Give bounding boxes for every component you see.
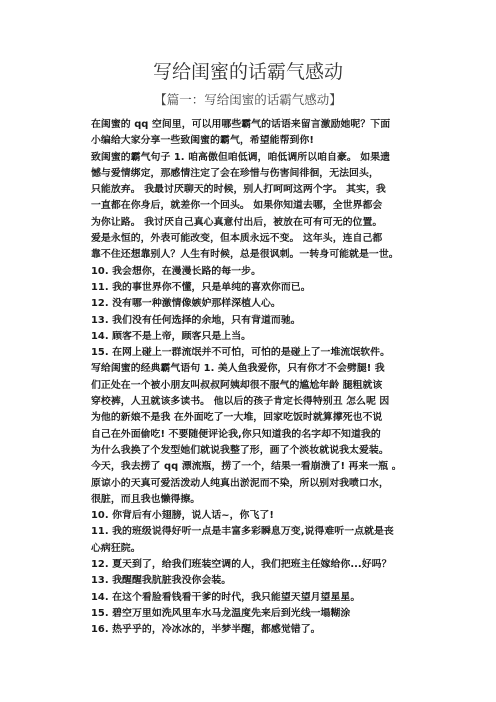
body-line: 在闺蜜的 qq 空间里，可以用哪些霸气的话语来留言激励她呢？下面 bbox=[91, 119, 391, 130]
body-line: 11. 我的班级说得好听一点是丰富多彩瞬息万变,说得难听一点就是丧 bbox=[91, 526, 394, 538]
body-line: 穿校裤，人丑就该多读书。 他以后的孩子肯定长得特别丑 怎么呢 因 bbox=[91, 396, 390, 408]
body-line: 小编给大家分享一些致闺蜜的霸气，希望能帮到你! bbox=[91, 135, 314, 147]
body-line: 12. 夏天到了，给我们班装空调的人，我们把班主任嫁给你...好吗？ bbox=[91, 559, 392, 571]
body-line: 10. 你背后有小翅膀，说人话~，你飞了! bbox=[91, 510, 274, 522]
body-line: 靠不住还想靠别人？人生有时候，总是很讽刺。一转身可能就是一世。 bbox=[91, 249, 399, 261]
body-line: 10. 我会想你，在漫漫长路的每一步。 bbox=[91, 265, 262, 277]
body-line: 13. 我醒醒我肮脏我没你会装。 bbox=[91, 575, 232, 587]
body-line: 自己在外面偷吃! 不要随便评论我,你只知道我的名字却不知道我的 bbox=[91, 428, 381, 440]
body-line: 憾与爱情绑定，那感情注定了会在珍惜与伤害间徘徊，无法回头， bbox=[91, 167, 379, 179]
body-line: 很脏，而且我也懒得擦。 bbox=[91, 493, 201, 505]
body-line: 12. 没有哪一种激情像嫉妒那样深植人心。 bbox=[91, 298, 281, 310]
body-line: 11. 我的事世界你不懂，只是单纯的喜欢你而已。 bbox=[91, 281, 311, 293]
body-line: 只能放弃。 我最讨厌聊天的时候，别人打呵呵这两个字。 其实，我 bbox=[91, 184, 386, 196]
body-line: 14. 在这个看脸看钱看干爹的时代，我只能望天望月望星星。 bbox=[91, 591, 361, 603]
body-line: 为他的新娘不是我 在外面吃了一大堆，回家吃饭时就算撑死也不说 bbox=[91, 412, 383, 424]
body-line: 们正处在一个被小朋友叫叔叔阿姨却很不服气的尴尬年龄 腿粗就该 bbox=[91, 379, 383, 391]
body-line: 16. 热乎乎的，冷冰冰的，半梦半醒，都感觉错了。 bbox=[91, 624, 321, 636]
body-line: 一直都在你身后，就差你一个回头。 如果你知道去哪，全世界都会 bbox=[91, 200, 383, 212]
body-line: 13. 我们没有任何选择的余地，只有背道而驰。 bbox=[91, 314, 301, 326]
body-line: 14. 顾客不是上帝，顾客只是上当。 bbox=[91, 330, 252, 342]
body-line: 今天，我去捞了 qq 漂流瓶，捞了一个，结果一看崩溃了! 再来一瓶 。 bbox=[91, 461, 402, 473]
body-line: 心病狂院。 bbox=[91, 542, 141, 554]
body-line: 15. 碧空万里如洗风里车水马龙温度先来后到光线一塌糊涂 bbox=[91, 607, 351, 619]
document-title: 写给闺蜜的话霸气感动 bbox=[152, 61, 343, 83]
document-body bbox=[91, 117, 413, 639]
document-subtitle: 【篇一：写给闺蜜的话霸气感动】 bbox=[154, 92, 342, 107]
body-line: 为你让路。 我讨厌自己真心真意付出后，被放在可有可无的位置。 bbox=[91, 216, 383, 228]
body-line: 原谅小的天真可爱活泼动人纯真出淤泥而不染，所以别对我喷口水， bbox=[91, 477, 389, 489]
body-line: 爱是永恒的，外表可能改变，但本质永远不变。 这年头，连自己都 bbox=[91, 233, 383, 245]
body-line: 致闺蜜的霸气句子 1. 咱高傲但咱低调，咱低调所以咱自豪。 如果遗 bbox=[91, 151, 391, 163]
body-line: 15. 在网上碰上一群流氓并不可怕，可怕的是碰上了一堆流氓软件。 bbox=[91, 347, 391, 359]
body-line: 为什么我换了个发型她们就说我整了形，画了个淡妆就说我太爱装。 bbox=[91, 444, 389, 456]
body-line: 写给闺蜜的经典霸气语句 1. 美人鱼我爱你，只有你才不会劈腿! 我 bbox=[91, 363, 385, 375]
